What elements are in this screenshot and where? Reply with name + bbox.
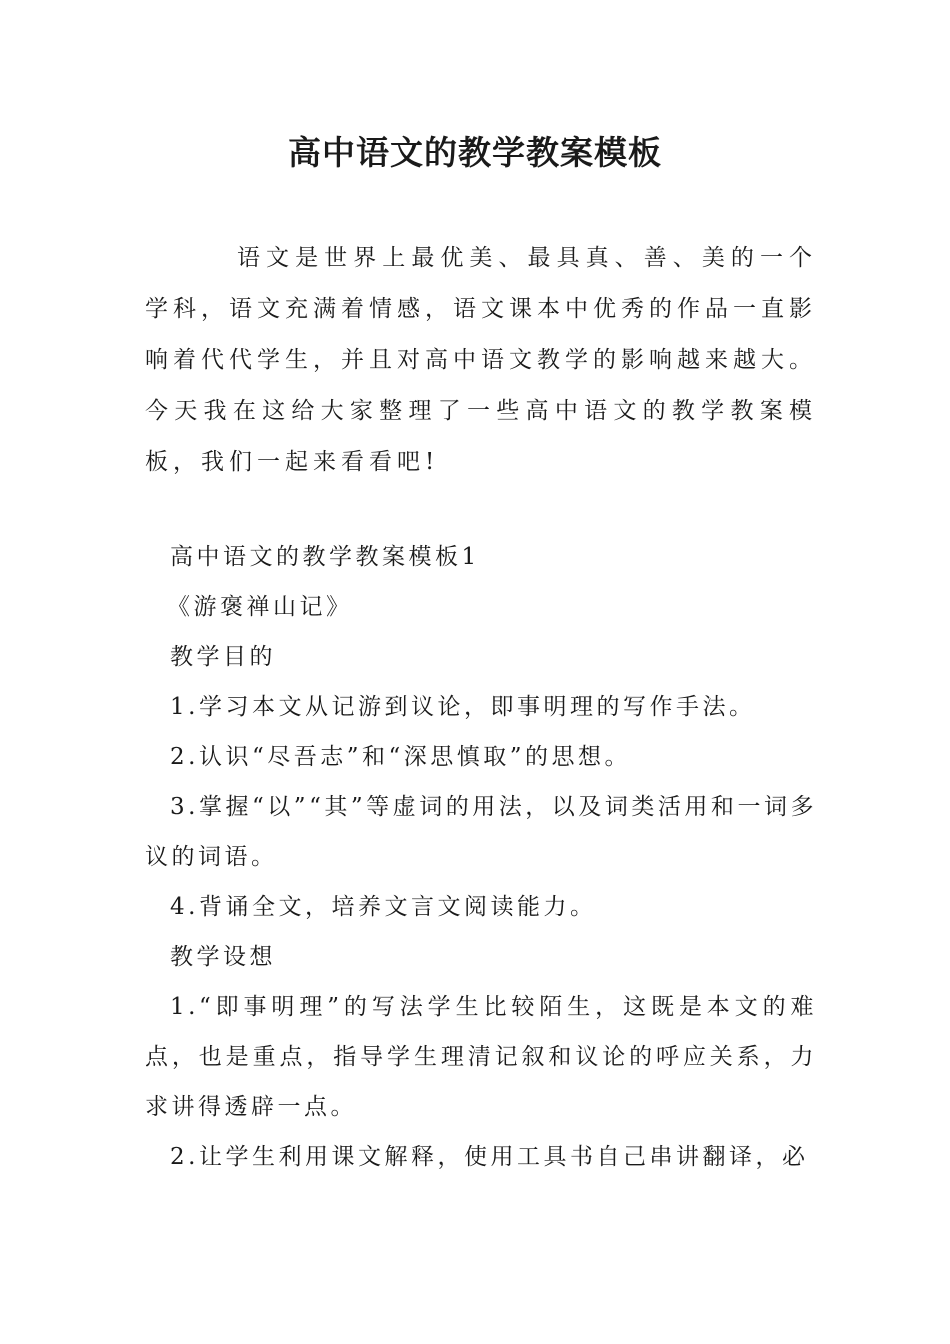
section-heading: 高中语文的教学教案模板1 [170, 544, 480, 570]
goal-item: 3.掌握“以”“其”等虚词的用法，以及词类活用和一词多议的词语。 [145, 794, 817, 870]
goal-item: 2.认识“尽吾志”和“深思慎取”的思想。 [170, 744, 631, 770]
document-body [145, 532, 817, 1182]
goal-item: 4.背诵全文，培养文言文阅读能力。 [170, 894, 597, 920]
goals-heading: 教学目的 [170, 644, 276, 670]
goal-item: 1.学习本文从记游到议论，即事明理的写作手法。 [170, 694, 756, 720]
idea-item: 2.让学生利用课文解释，使用工具书自己串讲翻译，必 [170, 1144, 809, 1170]
intro-paragraph: 语文是世界上最优美、最具真、善、美的一个学科，语文充满着情感，语文课本中优秀的作品一直影响着代代学生，并且对高中语文教学的影响越来越大。今天我在这给大家整理了一些高中语文的教学教案模板，我们一起来看看吧! [145, 245, 817, 475]
ideas-heading: 教学设想 [170, 944, 276, 970]
lesson-title: 《游褒禅山记》 [167, 594, 353, 620]
idea-item: 1.“即事明理”的写法学生比较陌生，这既是本文的难点，也是重点，指导学生理清记叙和议论的呼应关系，力求讲得透辟一点。 [145, 994, 817, 1120]
document-title: 高中语文的教学教案模板 [288, 133, 662, 172]
